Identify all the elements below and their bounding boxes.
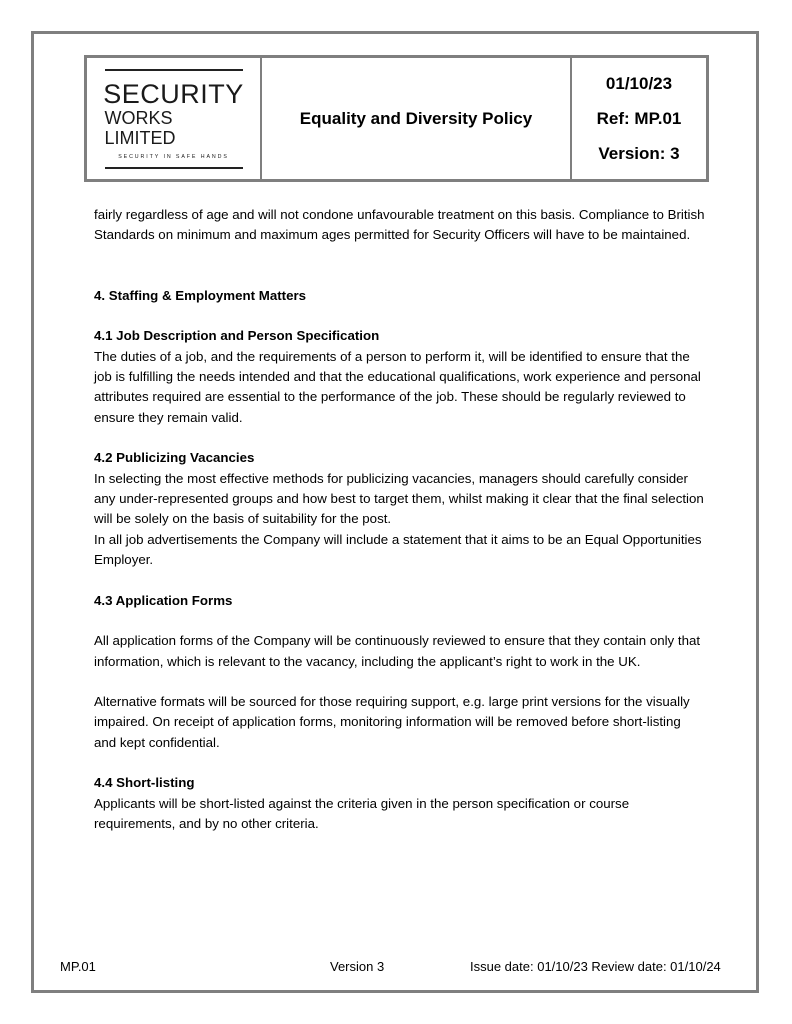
- footer-version: Version 3: [330, 959, 385, 974]
- section-4-3-heading: 4.3 Application Forms: [94, 592, 233, 608]
- logo-line2: WORKS LIMITED: [104, 107, 176, 148]
- footer-dates: Issue date: 01/10/23 Review date: 01/10/24: [470, 959, 721, 974]
- logo-bottom-rule: [105, 167, 243, 169]
- document-date: 01/10/23: [605, 73, 673, 93]
- section-4-heading: 4. Staffing & Employment Matters: [94, 287, 307, 303]
- footer-doc-ref: MP.01: [60, 959, 96, 974]
- document-body: [94, 205, 706, 834]
- document-header: [84, 55, 709, 182]
- company-logo: [105, 69, 243, 169]
- logo-tagline: SECURITY IN SAFE HANDS: [118, 153, 229, 160]
- section-4-1-text: The duties of a job, and the requirements of a person to perform it, will be identified to ensure that the job is fulfilling the needs intended and that the educational qualifications, work experience and personal attributes required are essential to the performance of the job. These should be regularly reviewed to ensure they remain valid.: [94, 348, 701, 425]
- section-4-2-text-1: In selecting the most effective methods for publicizing vacancies, managers should carefully consider any under-represented groups and how best to target them, whilst making it clear that the final selection will be solely on the basis of suitability for the post.: [94, 470, 704, 527]
- intro-paragraph: fairly regardless of age and will not condone unfavourable treatment on this basis. Compliance to British Standards on minimum and maximum ages permitted for Security Officers will have to be maintained.: [94, 207, 705, 243]
- logo-line1: SECURITY: [103, 78, 244, 109]
- document-ref: Ref: MP.01: [596, 108, 682, 128]
- section-4-3-text-2: Alternative formats will be sourced for those requiring support, e.g. large print versions for the visually impaired. On receipt of application forms, monitoring information will be removed before short-listing and kept confidential.: [94, 693, 690, 750]
- document-title: Equality and Diversity Policy: [262, 58, 572, 179]
- section-4-2-text-2: In all job advertisements the Company will include a statement that it aims to be an Equal Opportunities Employer.: [94, 531, 702, 568]
- section-4-4-text: Applicants will be short-listed against the criteria given in the person specification or course requirements, and by no other criteria.: [94, 795, 630, 831]
- section-4-2-heading: 4.2 Publicizing Vacancies: [94, 450, 255, 466]
- document-version: Version: 3: [598, 143, 680, 163]
- logo-top-rule: [105, 69, 243, 71]
- logo-cell: [87, 58, 262, 179]
- section-4-1-heading: 4.1 Job Description and Person Specification: [94, 328, 380, 344]
- section-4-3-text-1: All application forms of the Company will be continuously reviewed to ensure that they contain only that information, which is relevant to the vacancy, including the applicant’s right to work in the UK.: [94, 633, 701, 669]
- section-4-4-heading: 4.4 Short-listing: [94, 775, 195, 791]
- document-meta: [572, 58, 706, 179]
